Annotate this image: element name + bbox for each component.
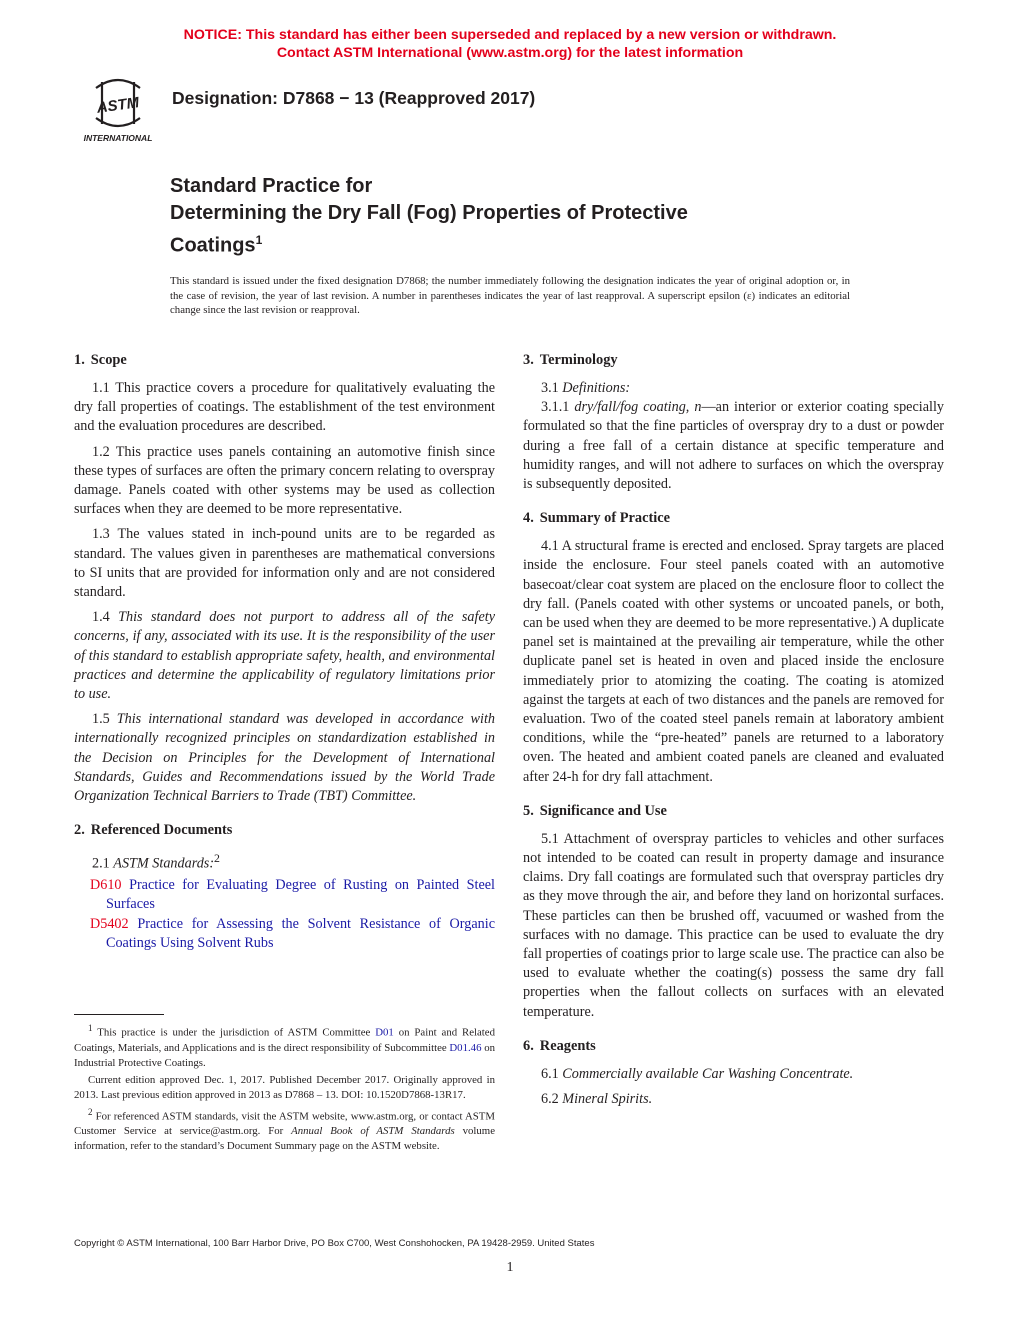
section-scope — [74, 350, 495, 806]
page-number: 1 — [506, 1260, 514, 1275]
section-heading: 4. Summary of Practice — [523, 510, 671, 527]
logo-mark-text: ASTM — [95, 94, 141, 117]
designation: Designation: D7868 − 13 (Reapproved 2017) — [172, 88, 536, 108]
footnote-1: $^1$ This practice is under the jurisdiction of ASTM Committee D01 on Paint and Related Coatings, Materials, and Applications and is the direct responsibility of Subcommittee D01.46 on Industrial Protective Coatings. — [74, 1023, 495, 1069]
section-heading: 2. Referenced Documents — [74, 822, 233, 839]
notice-line-2: Contact ASTM International (www.astm.org) for the latest information — [276, 45, 744, 61]
copyright: Copyright © ASTM International, 100 Barr Harbor Drive, PO Box C700, West Conshohocken, PA 19428-2959. United States — [74, 1238, 595, 1249]
footnotes — [74, 1021, 495, 1156]
section-heading: 3. Terminology — [523, 352, 618, 368]
paragraph: 1.3 The values stated in inch-pound units are to be regarded as standard. The values given in parentheses are mathematical conversions to SI units that are provided for information only and are not considered standard. — [74, 526, 495, 601]
reference-link[interactable]: D610 Practice for Evaluating Degree of Rusting on Painted Steel Surfaces — [90, 877, 495, 913]
title-line-2: Determining the Dry Fall (Fog) Properties of Protective — [170, 202, 688, 224]
paragraph: 2.1 ASTM Standards:$^2$ — [92, 851, 220, 872]
title-line-3: Coatings$^1$ — [170, 233, 263, 257]
section-referenced-documents — [74, 820, 495, 953]
preamble: This standard is issued under the fixed designation D7868; the number immediately following the designation indicates the year of original adoption or, in the case of revision, the year of last revision. A number in parentheses indicates the year of last reapproval. A superscript epsilon (ε) indicates an editorial change since the last revision or reapproval. — [170, 275, 850, 316]
paragraph: 6.1 Commercially available Car Washing Concentrate. — [541, 1065, 854, 1082]
astm-logo-icon — [72, 74, 164, 146]
paragraph: 4.1 A structural frame is erected and enclosed. Spray targets are placed inside the enclosure. Four steel panels coated with an automotive basecoat/clear coat system are placed on the enclosure floor to collect the dry fall. (Panels coated with other systems or uncoated panels, or both, can be used when they are deemed to be more representative.) A duplicate panel set is maintained at the prevailing air temperature, while the other duplicate panel set is heated in oven and placed inside the enclosure immediately prior to atomizing the coating. The coating is atomized against the targets at each of two distances and the panels are removed for evaluation. Two of the coated steel panels remain at laboratory ambient conditions, while the “pre-heated” panels are returned to a laboratory oven. The heated and ambient coated panels are cleaned and evaluated after 24-h for dry fall attachment. — [523, 538, 944, 785]
section-terminology — [523, 350, 944, 494]
section-significance — [523, 801, 944, 1022]
paragraph: 5.1 Attachment of overspray particles to vehicles and other surfaces not intended to be coated can result in property damage and insurance claims. Dry fall coatings are formulated such that overspray particles dry as they move through the air, and before they land on horizontal surfaces. These particles can then be brushed off, vacuumed or washed from the surfaces with no damage. This practice can be used to evaluate the dry fall properties of coatings prior to large scale use. The practice can also be used to evaluate whether the coating(s) possess the same dry fall properties when the fallout collects on surfaces with an elevated temperature. — [523, 830, 944, 1020]
title-footnote-mark: 1 — [255, 233, 263, 247]
paragraph: 1.2 This practice uses panels containing an automotive finish since these types of surfaces are often the primary concern relating to overspray damage. Panels coated with other systems may be used as collection surfaces when they are deemed to be more representative. — [74, 443, 495, 518]
section-reagents — [523, 1036, 944, 1109]
footnote-2: $^2$ For referenced ASTM standards, visit the ASTM website, www.astm.org, or contact ASTM Customer Service at service@astm.org. For Annual Book of ASTM Standards volume information, refer to the standard’s Document Summary page on the ASTM website. — [74, 1106, 496, 1153]
paragraph: 3.1 Definitions: — [541, 380, 631, 396]
footnote-divider — [74, 1014, 164, 1015]
right-column — [523, 350, 944, 1123]
paragraph: 1.1 This practice covers a procedure for qualitatively evaluating the dry fall properties of coatings. The establishment of the test environment and the evaluation procedures are described. — [74, 380, 495, 435]
committee-link[interactable]: D01 — [375, 1026, 394, 1039]
footnote-1-edition: Current edition approved Dec. 1, 2017. Published December 2017. Originally approved in 2013. Last previous edition approved in 2013 as D7868 – 13. DOI: 10.1520D7868-13R17. — [74, 1073, 495, 1101]
paragraph: 1.5 This international standard was developed in accordance with internationally recognized principles on standardization established in the Decision on Principles for the Development of International Standards, Guides and Recommendations issued by the World Trade Organization Technical Barriers to Trade (TBT) Committee. — [74, 711, 495, 805]
logo-sub-text: INTERNATIONAL — [83, 133, 153, 143]
section-summary — [523, 508, 944, 787]
title-line-1: Standard Practice for — [170, 175, 373, 197]
left-column — [74, 350, 495, 967]
subcommittee-link[interactable]: D01.46 — [449, 1041, 482, 1054]
notice-banner — [0, 26, 1020, 62]
section-heading: 1. Scope — [74, 352, 127, 368]
notice-line-1: NOTICE: This standard has either been superseded and replaced by a new version or withdrawn. — [183, 27, 837, 43]
paragraph: 1.4 This standard does not purport to address all of the safety concerns, if any, associated with its use. It is the responsibility of the user of this standard to establish appropriate safety, health, and environmental practices and determine the applicability of regulatory limitations prior to use. — [74, 609, 495, 703]
paragraph: 6.2 Mineral Spirits. — [541, 1091, 653, 1108]
reference-link[interactable]: D5402 Practice for Assessing the Solvent Resistance of Organic Coatings Using Solvent Rubs — [90, 915, 495, 951]
section-heading: 6. Reagents — [523, 1037, 596, 1054]
document-title — [170, 173, 870, 260]
section-heading: 5. Significance and Use — [523, 802, 667, 819]
paragraph: 3.1.1 dry/fall/fog coating, n—an interior or exterior coating specially formulated so that the fine particles of overspray dry to a dust or powder during a free fall of a certain distance at specific temperature and humidity ranges, and will not adhere to surfaces on which the overspray is subsequently deposited. — [523, 399, 944, 493]
